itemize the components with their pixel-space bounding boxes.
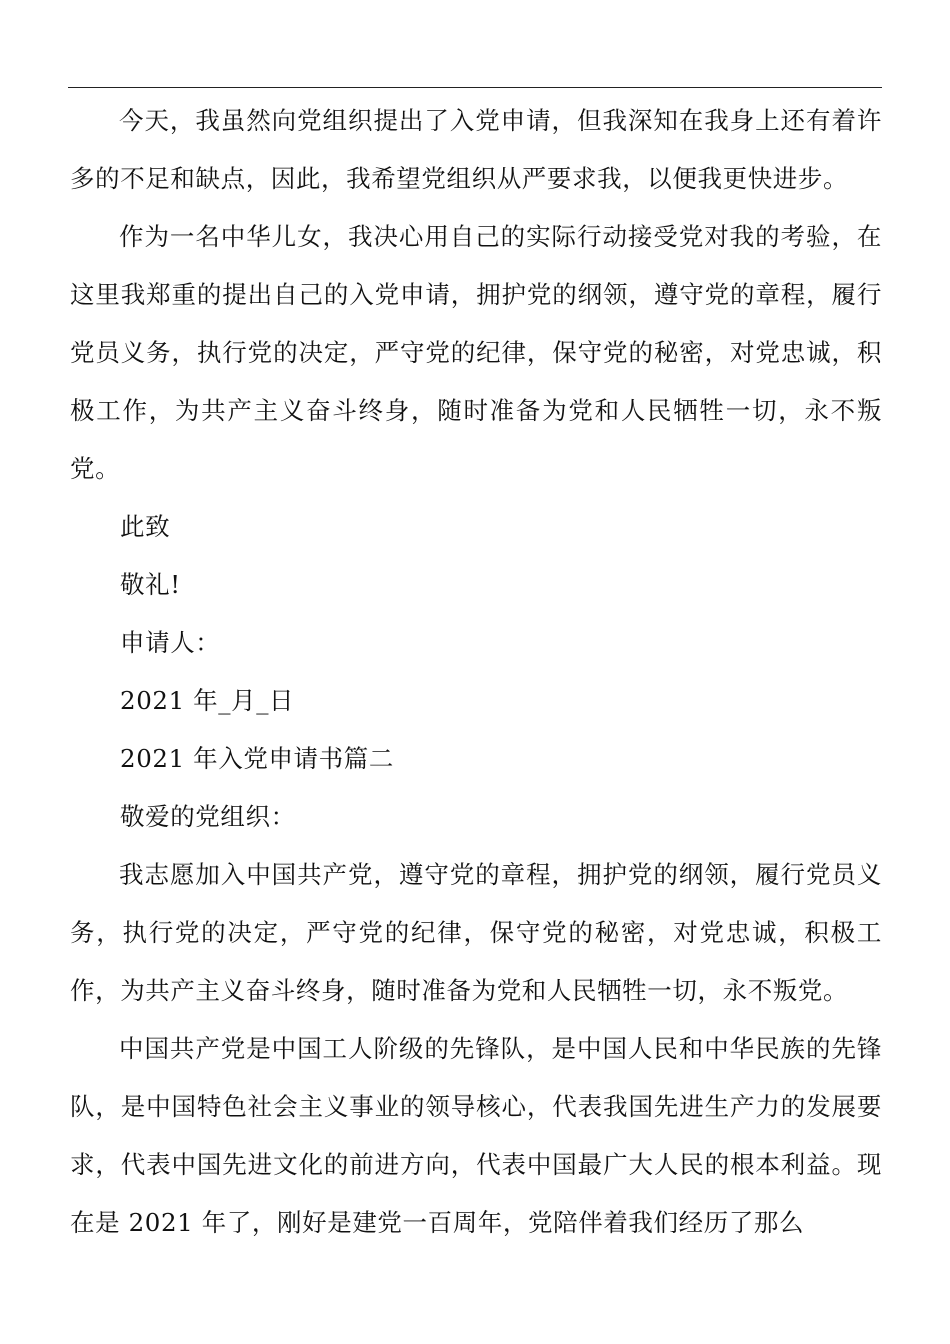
- paragraph-4: 中国共产党是中国工人阶级的先锋队，是中国人民和中华民族的先锋队，是中国特色社会主义事业的领导核心，代表我国先进生产力的发展要求，代表中国先进文化的前进方向，代表中国最广大人民的根本利益。现在是 2021 年了，刚好是建党一百周年，党陪伴着我们经历了那么: [70, 1034, 882, 1237]
- applicant-line: 申请人：: [120, 628, 221, 657]
- paragraph-2: 作为一名中华儿女，我决心用自己的实际行动接受党对我的考验，在这里我郑重的提出自己的入党申请，拥护党的纲领，遵守党的章程，履行党员义务，执行党的决定，严守党的纪律，保守党的秘密，对党忠诚，积极工作，为共产主义奋斗终身，随时准备为党和人民牺牲一切，永不叛党。: [70, 222, 882, 483]
- date-line: 2021 年_月_日: [120, 686, 295, 715]
- section-title: 2021 年入党申请书篇二: [120, 744, 394, 773]
- document-body: [70, 92, 882, 1252]
- greeting-line: 敬爱的党组织：: [120, 802, 296, 831]
- paragraph-1: 今天，我虽然向党组织提出了入党申请，但我深知在我身上还有着许多的不足和缺点，因此，我希望党组织从严要求我，以便我更快进步。: [70, 106, 882, 193]
- closing-line: 此致: [120, 512, 171, 541]
- salute-line: 敬礼!: [120, 570, 181, 599]
- paragraph-3: 我志愿加入中国共产党，遵守党的章程，拥护党的纲领，履行党员义务，执行党的决定，严守党的纪律，保守党的秘密，对党忠诚，积极工作，为共产主义奋斗终身，随时准备为党和人民牺牲一切，永不叛党。: [70, 860, 882, 1005]
- header-rule: [68, 87, 882, 88]
